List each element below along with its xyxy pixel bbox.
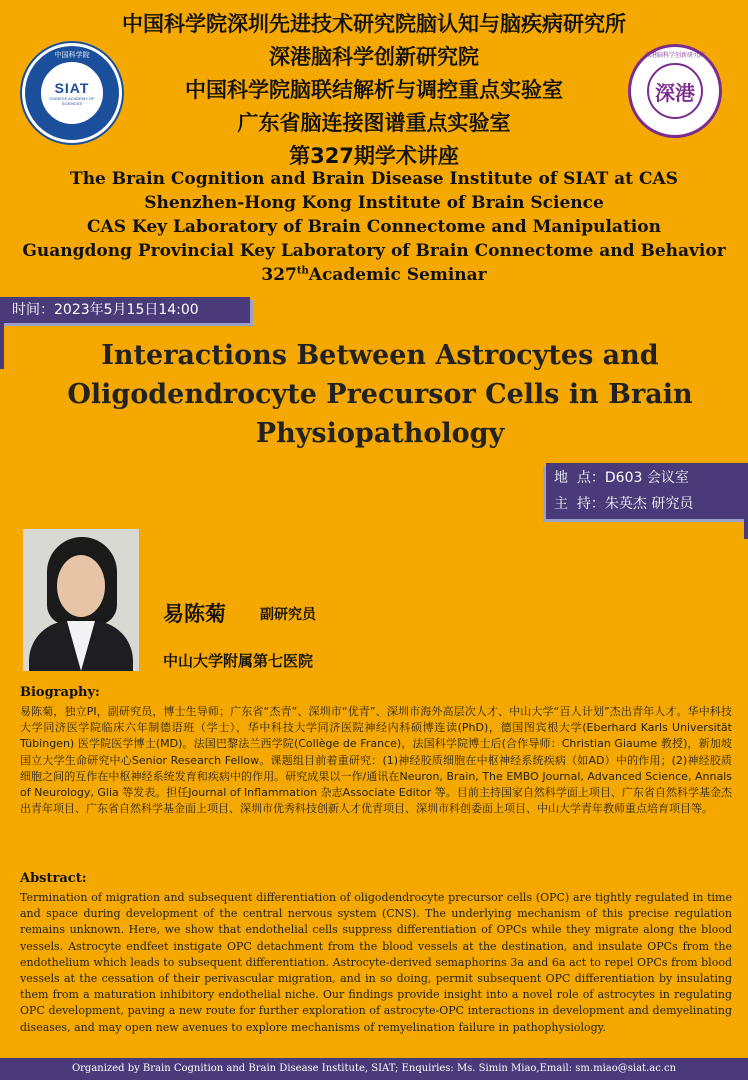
header-cn-line-5: 第327期学术讲座 [289, 144, 459, 168]
talk-title: Interactions Between Astrocytes and Oligodendrocyte Precursor Cells in Brain Physiopathology [67, 340, 693, 449]
siat-logo-ring-text: 中国科学院 [54, 51, 90, 59]
header-en-line-2: Shenzhen-Hong Kong Institute of Brain Science [144, 193, 604, 213]
biography-heading: Biography: [20, 685, 100, 700]
seminar-number: 327 [261, 265, 297, 285]
time-accent-line [0, 323, 4, 369]
time-box: 时间：2023年5月15日14:00 [0, 297, 250, 323]
header-cn-line-2: 深港脑科学创新研究院 [269, 45, 479, 69]
speaker-affiliation: 中山大学附属第七医院 [163, 652, 314, 670]
header-en-line-3: CAS Key Laboratory of Brain Connectome and Manipulation [87, 217, 661, 237]
venue-location: 地 点：D603 会议室 [554, 470, 689, 486]
seminar-text: Academic Seminar [308, 265, 487, 285]
speaker-photo [23, 529, 139, 671]
venue-box [546, 463, 748, 519]
speaker-name: 易陈菊 [163, 602, 226, 626]
venue-accent-line [744, 519, 748, 539]
footer: Organized by Brain Cognition and Brain Disease Institute, SIAT; Enquiries: Ms. Simin Miao,Email: sm.miao@siat.ac.cn [0, 1058, 748, 1080]
header-seminar-line [0, 265, 748, 285]
speaker-title: 副研究员 [260, 607, 316, 623]
header-cn-line-1: 中国科学院深圳先进技术研究院脑认知与脑疾病研究所 [122, 12, 626, 36]
shk-logo-text: 深港 [647, 63, 703, 119]
abstract-heading: Abstract: [20, 871, 87, 886]
header-en-line-1: The Brain Cognition and Brain Disease Institute of SIAT at CAS [70, 169, 678, 189]
shk-logo-ring-text: 深港脑科学创新研究院 [644, 52, 705, 59]
seminar-suffix: th [296, 265, 309, 277]
header-cn-line-3: 中国科学院脑联结解析与调控重点实验室 [185, 78, 563, 102]
abstract-text: Termination of migration and subsequent differentiation of oligodendrocyte precursor cells (OPC) are tightly regulated in time and space during development of the central nervous system (CNS). The underlying mechanism of this precise regulation remains unknown. Here, we show that endothelial cells suppress differentiation of OPCs while they migrate along the blood vessels. Astrocyte endfeet instigate OPC detachment from the blood vessels at the destination, and insulate OPCs from the endothelium which leads to subsequent differentiation. Astrocyte-derived semaphorins 3a and 6a act to repel OPCs from blood vessels at the cessation of their perivascular migration, and in so doing, permit subsequent OPC differentiation by insulating them from a maturation inhibitory endothelial niche. Our findings provide insight into a novel role of astrocytes in regulating OPC development, paving a new route for further exploration of astrocyte-OPC interactions in development and demyelinating diseases, and may open new avenues to explore mechanisms of remyelination failure in pathophysiology. [20, 891, 732, 1034]
speaker-photo-face [57, 555, 105, 617]
header-cn-line-4: 广东省脑连接图谱重点实验室 [237, 111, 511, 135]
biography-text: 易陈菊，独立PI，副研究员，博士生导师；广东省“杰青”、深圳市“优青”、深圳市海外高层次人才、中山大学“百人计划”杰出青年人才。华中科技大学同济医学院临床六年制德语班（学士），华中科技大学同济医院神经内科硕博连读(PhD)，德国图宾根大学(Eberhard Karls Universität Tübingen) 医学院医学博士(MD)。法国巴黎法兰西学院(Collège de France)，法国科学院博士后(合作导师：Christian Giaume 教授)，新加坡国立大学生命研究中心Senior Research Fellow。课题组目前着重研究：(1)神经胶质细胞在中枢神经系统疾病（如AD）中的作用；(2)神经胶质细胞之间的互作在中枢神经系统发育和疾病中的作用。研究成果以一作/通讯在Neuron, Brain, The EMBO Journal, Advanced Science, Annals of Neurology, Glia 等发表。担任Journal of Inflammation 杂志Associate Editor 等。目前主持国家自然科学面上项目、广东省自然科学基金杰出青年项目、广东省自然科学基金面上项目、深圳市优秀科技创新人才优青项目、深圳市科创委面上项目、中山大学青年教师重点培育项目等。 [20, 705, 732, 816]
venue-host: 主 持：朱英杰 研究员 [554, 496, 694, 512]
siat-logo-sub: CHINESE ACADEMY OF SCIENCES [49, 96, 95, 106]
siat-logo-text: SIAT [54, 80, 90, 96]
header-en-line-4: Guangdong Provincial Key Laboratory of Brain Connectome and Behavior [22, 241, 726, 261]
